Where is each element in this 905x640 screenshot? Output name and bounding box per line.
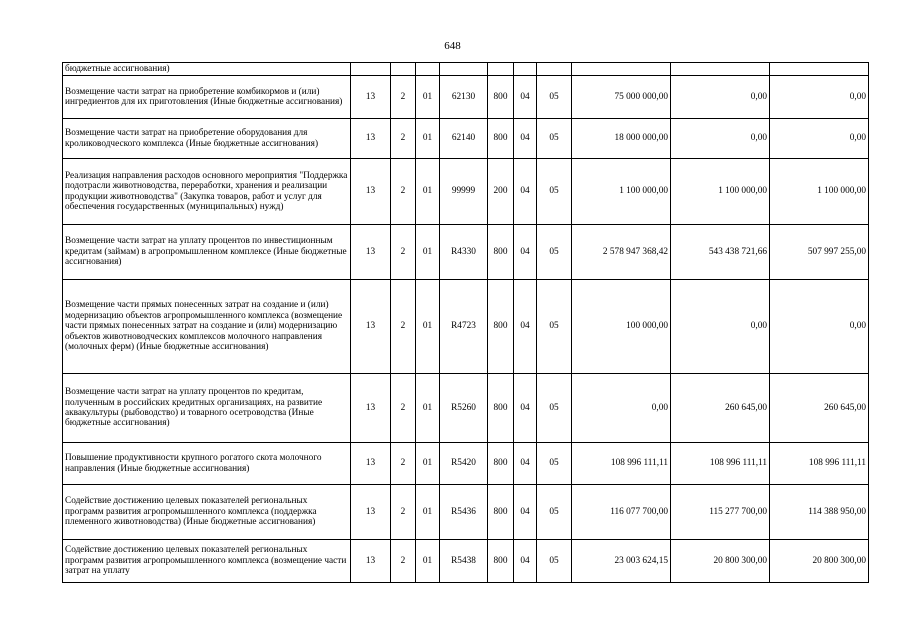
expense-type-code-cell: 800 bbox=[488, 76, 514, 119]
expense-direction-code-cell: R4723 bbox=[440, 280, 488, 374]
main-activity-code-cell: 01 bbox=[416, 374, 440, 443]
table-row bbox=[63, 63, 869, 76]
amount-year-2-cell: 0,00 bbox=[671, 76, 770, 119]
row-name-cell: Содействие достижению целевых показателей региональных программ развития агропромышленного комплекса (поддержка племенного животноводства) (Иные бюджетные ассигнования) bbox=[63, 485, 351, 540]
section-code-cell: 04 bbox=[514, 76, 537, 119]
row-name-cell: Возмещение части затрат на приобретение комбикормов и (или) ингредиентов для их приготовления (Иные бюджетные ассигнования) bbox=[63, 76, 351, 119]
expense-direction-code-cell: R4330 bbox=[440, 225, 488, 280]
subsection-code-cell: 05 bbox=[537, 280, 572, 374]
table-row bbox=[63, 280, 869, 374]
amount-year-1-cell: 116 077 700,00 bbox=[572, 485, 671, 540]
program-code-cell: 13 bbox=[351, 76, 391, 119]
expense-type-code-cell: 800 bbox=[488, 540, 514, 583]
program-code-cell: 13 bbox=[351, 443, 391, 485]
section-code-cell: 04 bbox=[514, 485, 537, 540]
amount-year-3-cell: 1 100 000,00 bbox=[770, 159, 869, 225]
amount-year-2-cell: 108 996 111,11 bbox=[671, 443, 770, 485]
section-code-cell: 04 bbox=[514, 374, 537, 443]
section-code-cell: 04 bbox=[514, 443, 537, 485]
amount-year-1-cell: 0,00 bbox=[572, 374, 671, 443]
program-code-cell bbox=[351, 63, 391, 76]
expense-type-code-cell: 800 bbox=[488, 374, 514, 443]
amount-year-3-cell bbox=[770, 63, 869, 76]
main-activity-code-cell: 01 bbox=[416, 159, 440, 225]
expense-type-code-cell: 800 bbox=[488, 225, 514, 280]
row-name-cell: Возмещение части затрат на уплату процентов по инвестиционным кредитам (займам) в агропромышленном комплексе (Иные бюджетные ассигнования) bbox=[63, 225, 351, 280]
subsection-code-cell: 05 bbox=[537, 119, 572, 159]
row-name-cell: Реализация направления расходов основного мероприятия "Поддержка подотрасли животноводства, переработки, хранения и реализации продукции животноводства" (Закупка товаров, работ и услуг для обеспечения государственных (муниципальных) нужд) bbox=[63, 159, 351, 225]
row-name-cell: Возмещение части затрат на уплату процентов по кредитам, полученным в российских кредитных организациях, на развитие аквакультуры (рыбоводство) и товарного осетроводства (Иные бюджетные ассигнования) bbox=[63, 374, 351, 443]
amount-year-1-cell: 23 003 624,15 bbox=[572, 540, 671, 583]
main-activity-code-cell: 01 bbox=[416, 76, 440, 119]
expense-direction-code-cell: R5438 bbox=[440, 540, 488, 583]
main-activity-code-cell: 01 bbox=[416, 119, 440, 159]
main-activity-code-cell bbox=[416, 63, 440, 76]
expense-direction-code-cell bbox=[440, 63, 488, 76]
subprogram-code-cell: 2 bbox=[391, 119, 416, 159]
main-activity-code-cell: 01 bbox=[416, 485, 440, 540]
amount-year-2-cell: 1 100 000,00 bbox=[671, 159, 770, 225]
table-row bbox=[63, 225, 869, 280]
section-code-cell: 04 bbox=[514, 225, 537, 280]
subprogram-code-cell: 2 bbox=[391, 76, 416, 119]
amount-year-3-cell: 260 645,00 bbox=[770, 374, 869, 443]
amount-year-2-cell: 260 645,00 bbox=[671, 374, 770, 443]
table-row bbox=[63, 485, 869, 540]
row-name-cell: Повышение продуктивности крупного рогатого скота молочного направления (Иные бюджетные ассигнования) bbox=[63, 443, 351, 485]
program-code-cell: 13 bbox=[351, 159, 391, 225]
subsection-code-cell bbox=[537, 63, 572, 76]
amount-year-2-cell: 543 438 721,66 bbox=[671, 225, 770, 280]
subprogram-code-cell: 2 bbox=[391, 225, 416, 280]
subprogram-code-cell bbox=[391, 63, 416, 76]
expense-direction-code-cell: 62140 bbox=[440, 119, 488, 159]
expense-direction-code-cell: 62130 bbox=[440, 76, 488, 119]
table-row bbox=[63, 159, 869, 225]
expense-type-code-cell: 800 bbox=[488, 485, 514, 540]
table-row bbox=[63, 540, 869, 583]
expense-direction-code-cell: 99999 bbox=[440, 159, 488, 225]
amount-year-3-cell: 507 997 255,00 bbox=[770, 225, 869, 280]
amount-year-1-cell: 1 100 000,00 bbox=[572, 159, 671, 225]
amount-year-2-cell: 20 800 300,00 bbox=[671, 540, 770, 583]
subprogram-code-cell: 2 bbox=[391, 374, 416, 443]
subsection-code-cell: 05 bbox=[537, 225, 572, 280]
program-code-cell: 13 bbox=[351, 119, 391, 159]
table-row bbox=[63, 443, 869, 485]
row-name-cell: Содействие достижению целевых показателей региональных программ развития агропромышленного комплекса (возмещение части затрат на уплату bbox=[63, 540, 351, 583]
subprogram-code-cell: 2 bbox=[391, 540, 416, 583]
section-code-cell: 04 bbox=[514, 280, 537, 374]
row-name-cell: Возмещение части прямых понесенных затрат на создание и (или) модернизацию объектов агропромышленного комплекса (возмещение части прямых понесенных затрат на создание и (или) модернизацию объектов животноводческих комплексов молочного направления (молочных ферм) (Иные бюджетные ассигнования) bbox=[63, 280, 351, 374]
amount-year-2-cell: 115 277 700,00 bbox=[671, 485, 770, 540]
expense-direction-code-cell: R5260 bbox=[440, 374, 488, 443]
program-code-cell: 13 bbox=[351, 280, 391, 374]
amount-year-2-cell: 0,00 bbox=[671, 280, 770, 374]
expense-type-code-cell: 800 bbox=[488, 119, 514, 159]
subprogram-code-cell: 2 bbox=[391, 280, 416, 374]
amount-year-1-cell: 18 000 000,00 bbox=[572, 119, 671, 159]
amount-year-3-cell: 108 996 111,11 bbox=[770, 443, 869, 485]
subsection-code-cell: 05 bbox=[537, 159, 572, 225]
section-code-cell bbox=[514, 63, 537, 76]
amount-year-3-cell: 0,00 bbox=[770, 119, 869, 159]
amount-year-3-cell: 0,00 bbox=[770, 76, 869, 119]
subsection-code-cell: 05 bbox=[537, 443, 572, 485]
amount-year-3-cell: 20 800 300,00 bbox=[770, 540, 869, 583]
expense-type-code-cell: 200 bbox=[488, 159, 514, 225]
expense-direction-code-cell: R5420 bbox=[440, 443, 488, 485]
amount-year-1-cell: 75 000 000,00 bbox=[572, 76, 671, 119]
budget-table bbox=[62, 62, 869, 583]
table-row bbox=[63, 76, 869, 119]
amount-year-1-cell bbox=[572, 63, 671, 76]
amount-year-3-cell: 0,00 bbox=[770, 280, 869, 374]
program-code-cell: 13 bbox=[351, 225, 391, 280]
subsection-code-cell: 05 bbox=[537, 76, 572, 119]
amount-year-2-cell bbox=[671, 63, 770, 76]
expense-type-code-cell bbox=[488, 63, 514, 76]
amount-year-3-cell: 114 388 950,00 bbox=[770, 485, 869, 540]
expense-type-code-cell: 800 bbox=[488, 280, 514, 374]
row-name-cell: бюджетные ассигнования) bbox=[63, 63, 351, 76]
section-code-cell: 04 bbox=[514, 540, 537, 583]
table-row bbox=[63, 119, 869, 159]
table-row bbox=[63, 374, 869, 443]
page-number: 648 bbox=[444, 40, 461, 52]
subprogram-code-cell: 2 bbox=[391, 443, 416, 485]
main-activity-code-cell: 01 bbox=[416, 280, 440, 374]
amount-year-2-cell: 0,00 bbox=[671, 119, 770, 159]
program-code-cell: 13 bbox=[351, 540, 391, 583]
program-code-cell: 13 bbox=[351, 485, 391, 540]
program-code-cell: 13 bbox=[351, 374, 391, 443]
amount-year-1-cell: 108 996 111,11 bbox=[572, 443, 671, 485]
section-code-cell: 04 bbox=[514, 159, 537, 225]
section-code-cell: 04 bbox=[514, 119, 537, 159]
expense-type-code-cell: 800 bbox=[488, 443, 514, 485]
main-activity-code-cell: 01 bbox=[416, 443, 440, 485]
subprogram-code-cell: 2 bbox=[391, 485, 416, 540]
main-activity-code-cell: 01 bbox=[416, 225, 440, 280]
amount-year-1-cell: 2 578 947 368,42 bbox=[572, 225, 671, 280]
subsection-code-cell: 05 bbox=[537, 374, 572, 443]
subsection-code-cell: 05 bbox=[537, 485, 572, 540]
subsection-code-cell: 05 bbox=[537, 540, 572, 583]
row-name-cell: Возмещение части затрат на приобретение оборудования для кролиководческого комплекса (Иные бюджетные ассигнования) bbox=[63, 119, 351, 159]
amount-year-1-cell: 100 000,00 bbox=[572, 280, 671, 374]
expense-direction-code-cell: R5436 bbox=[440, 485, 488, 540]
main-activity-code-cell: 01 bbox=[416, 540, 440, 583]
subprogram-code-cell: 2 bbox=[391, 159, 416, 225]
